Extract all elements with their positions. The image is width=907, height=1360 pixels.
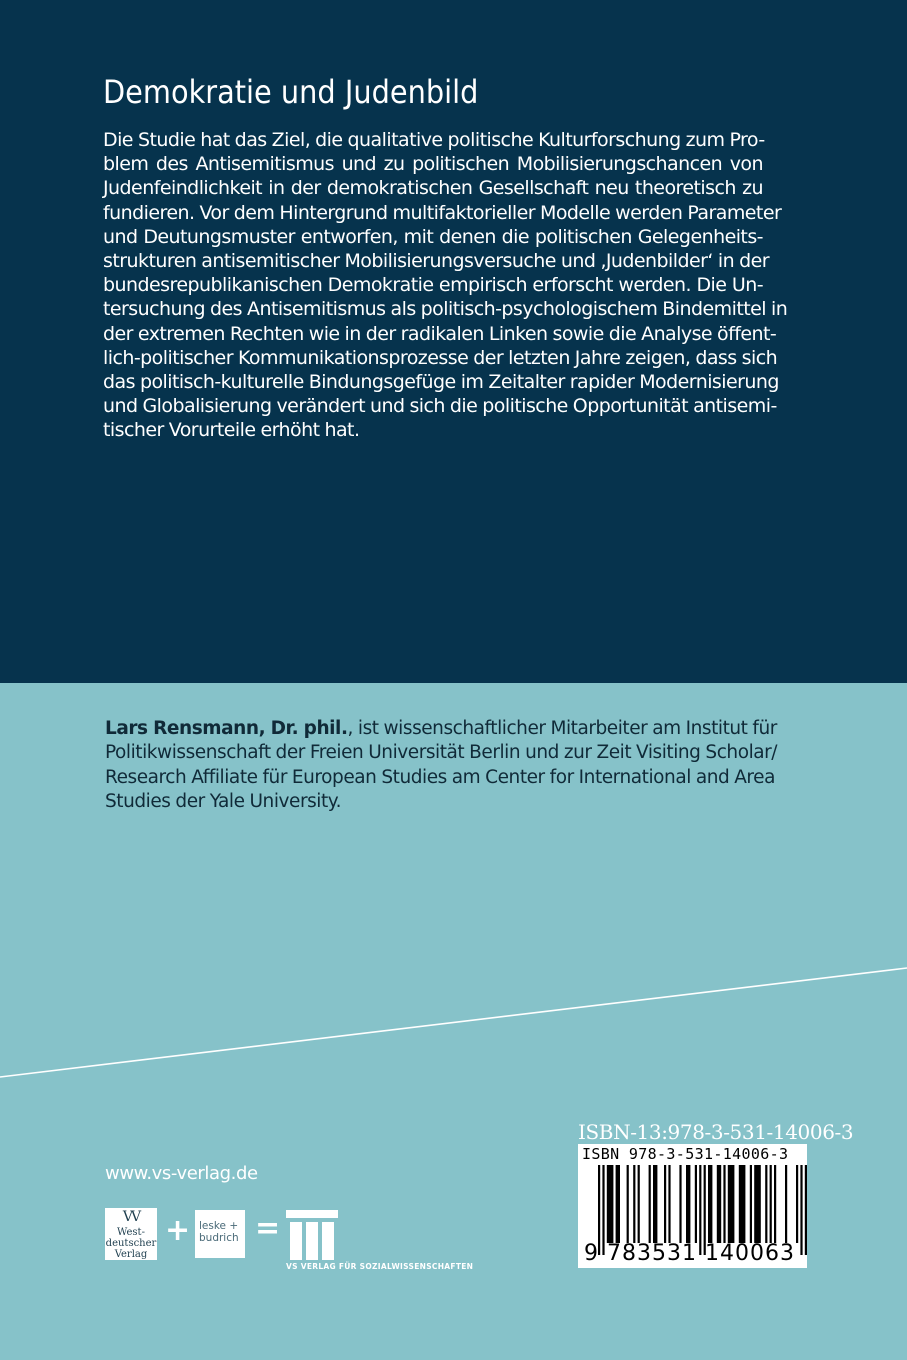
blurb-line: bundesrepublikanischen Demokratie empirisch erforscht werden. Die Un- [103,274,763,297]
author-bio [105,717,795,815]
barcode-isbn-text: ISBN 978-3-531-14006-3 [582,1145,789,1163]
barcode-bar [754,1165,761,1243]
vs-verlag-caption: VS VERLAG FÜR SOZIALWISSENSCHAFTEN [286,1262,474,1271]
logo-text: West- [117,1227,145,1238]
wv-monogram-icon: VV [122,1209,140,1225]
publisher-website[interactable]: www.vs-verlag.de [105,1163,258,1184]
vs-mark-icon [286,1210,338,1260]
barcode-bar [638,1165,640,1243]
barcode-digits: 9 783531 140063 [584,1241,795,1266]
barcode-bar [607,1165,614,1243]
blurb-line: und Deutungsmuster entworfen, mit denen die politischen Gelegenheits- [103,225,763,248]
barcode-bar [770,1165,772,1243]
logo-text: leske + [199,1220,239,1232]
barcode-bar [728,1165,735,1243]
barcode-bar [695,1165,697,1243]
barcode-bar [686,1165,690,1243]
barcode-bar [668,1165,670,1243]
barcode-bar [774,1165,776,1243]
isbn-barcode [578,1144,807,1268]
barcode-bar [616,1165,620,1243]
blurb-line: strukturen antisemitischer Mobilisierungsversuche und ‚Judenbilder‘ in der [103,250,769,273]
barcode-bar [633,1165,635,1243]
blurb-line: lich-politischer Kommunikationsprozesse der letzten Jahre zeigen, dass sich [103,346,778,369]
book-blurb [103,128,788,443]
blurb-line: blem des Antisemitismus und zu politischen Mobilisierungschancen von [103,153,763,176]
blurb-line: das politisch-kulturelle Bindungsgefüge im Zeitalter rapider Modernisierung [103,371,779,394]
isbn-label: ISBN-13:978-3-531-14006-3 [578,1120,854,1144]
barcode-bar [708,1165,712,1243]
author-bio-line: Studies der Yale University. [105,791,342,813]
barcode-bar [723,1165,725,1243]
publisher-logos [105,1208,505,1278]
barcode-bar [765,1165,767,1243]
book-title: Demokratie und Judenbild [103,73,479,111]
barcode-bar [649,1165,651,1243]
blurb-line: und Globalisierung verändert und sich die politische Opportunität antisemi- [103,395,777,418]
vs-verlag-logo [286,1208,486,1278]
barcode-bar [750,1165,752,1243]
barcode-bar [664,1165,666,1243]
blurb-line: Judenfeindlichkeit in der demokratischen Gesellschaft neu theoretisch zu [103,177,763,200]
equals-sign: = [255,1211,281,1246]
author-bio-first: , ist wissenschaftlicher Mitarbeiter am Institut für [347,718,777,739]
author-bio-line: Politikwissenschaft der Freien Universität Berlin und zur Zeit Visiting Scholar/ [105,742,778,764]
barcode-bar [627,1165,629,1243]
author-bio-line [105,717,795,741]
barcode-bar [679,1165,681,1243]
barcode-bar [739,1165,746,1243]
barcode-bar [785,1165,787,1243]
blurb-line: tischer Vorurteile erhöht hat. [103,419,360,442]
blurb-line: der extremen Rechten wie in der radikalen Linken sowie die Analyse öffent- [103,322,777,345]
plus-sign: + [165,1213,191,1248]
barcode-bar [653,1165,657,1243]
blurb-line: tersuchung des Antisemitismus als politisch-psychologischem Bindemittel in [103,298,788,321]
diagonal-divider [0,960,907,1090]
barcode-bar [805,1165,807,1255]
barcode-bar [717,1165,721,1243]
blurb-line: fundieren. Vor dem Hintergrund multifaktorieller Modelle werden Parameter [103,201,782,224]
blurb-line: Die Studie hat das Ziel, die qualitative politische Kulturforschung zum Pro- [103,129,765,151]
author-name: Lars Rensmann, Dr. phil. [105,718,348,739]
logo-text: deutscher [105,1238,157,1249]
barcode-bar [800,1165,802,1255]
logo-text: Verlag [114,1249,148,1260]
barcode-bar [796,1165,798,1243]
leske-budrich-logo [195,1210,245,1258]
westdeutscher-verlag-logo [105,1208,157,1260]
logo-text: budrich [199,1232,239,1244]
author-bio-line: Research Affiliate für European Studies am Center for International and Area [105,766,775,788]
